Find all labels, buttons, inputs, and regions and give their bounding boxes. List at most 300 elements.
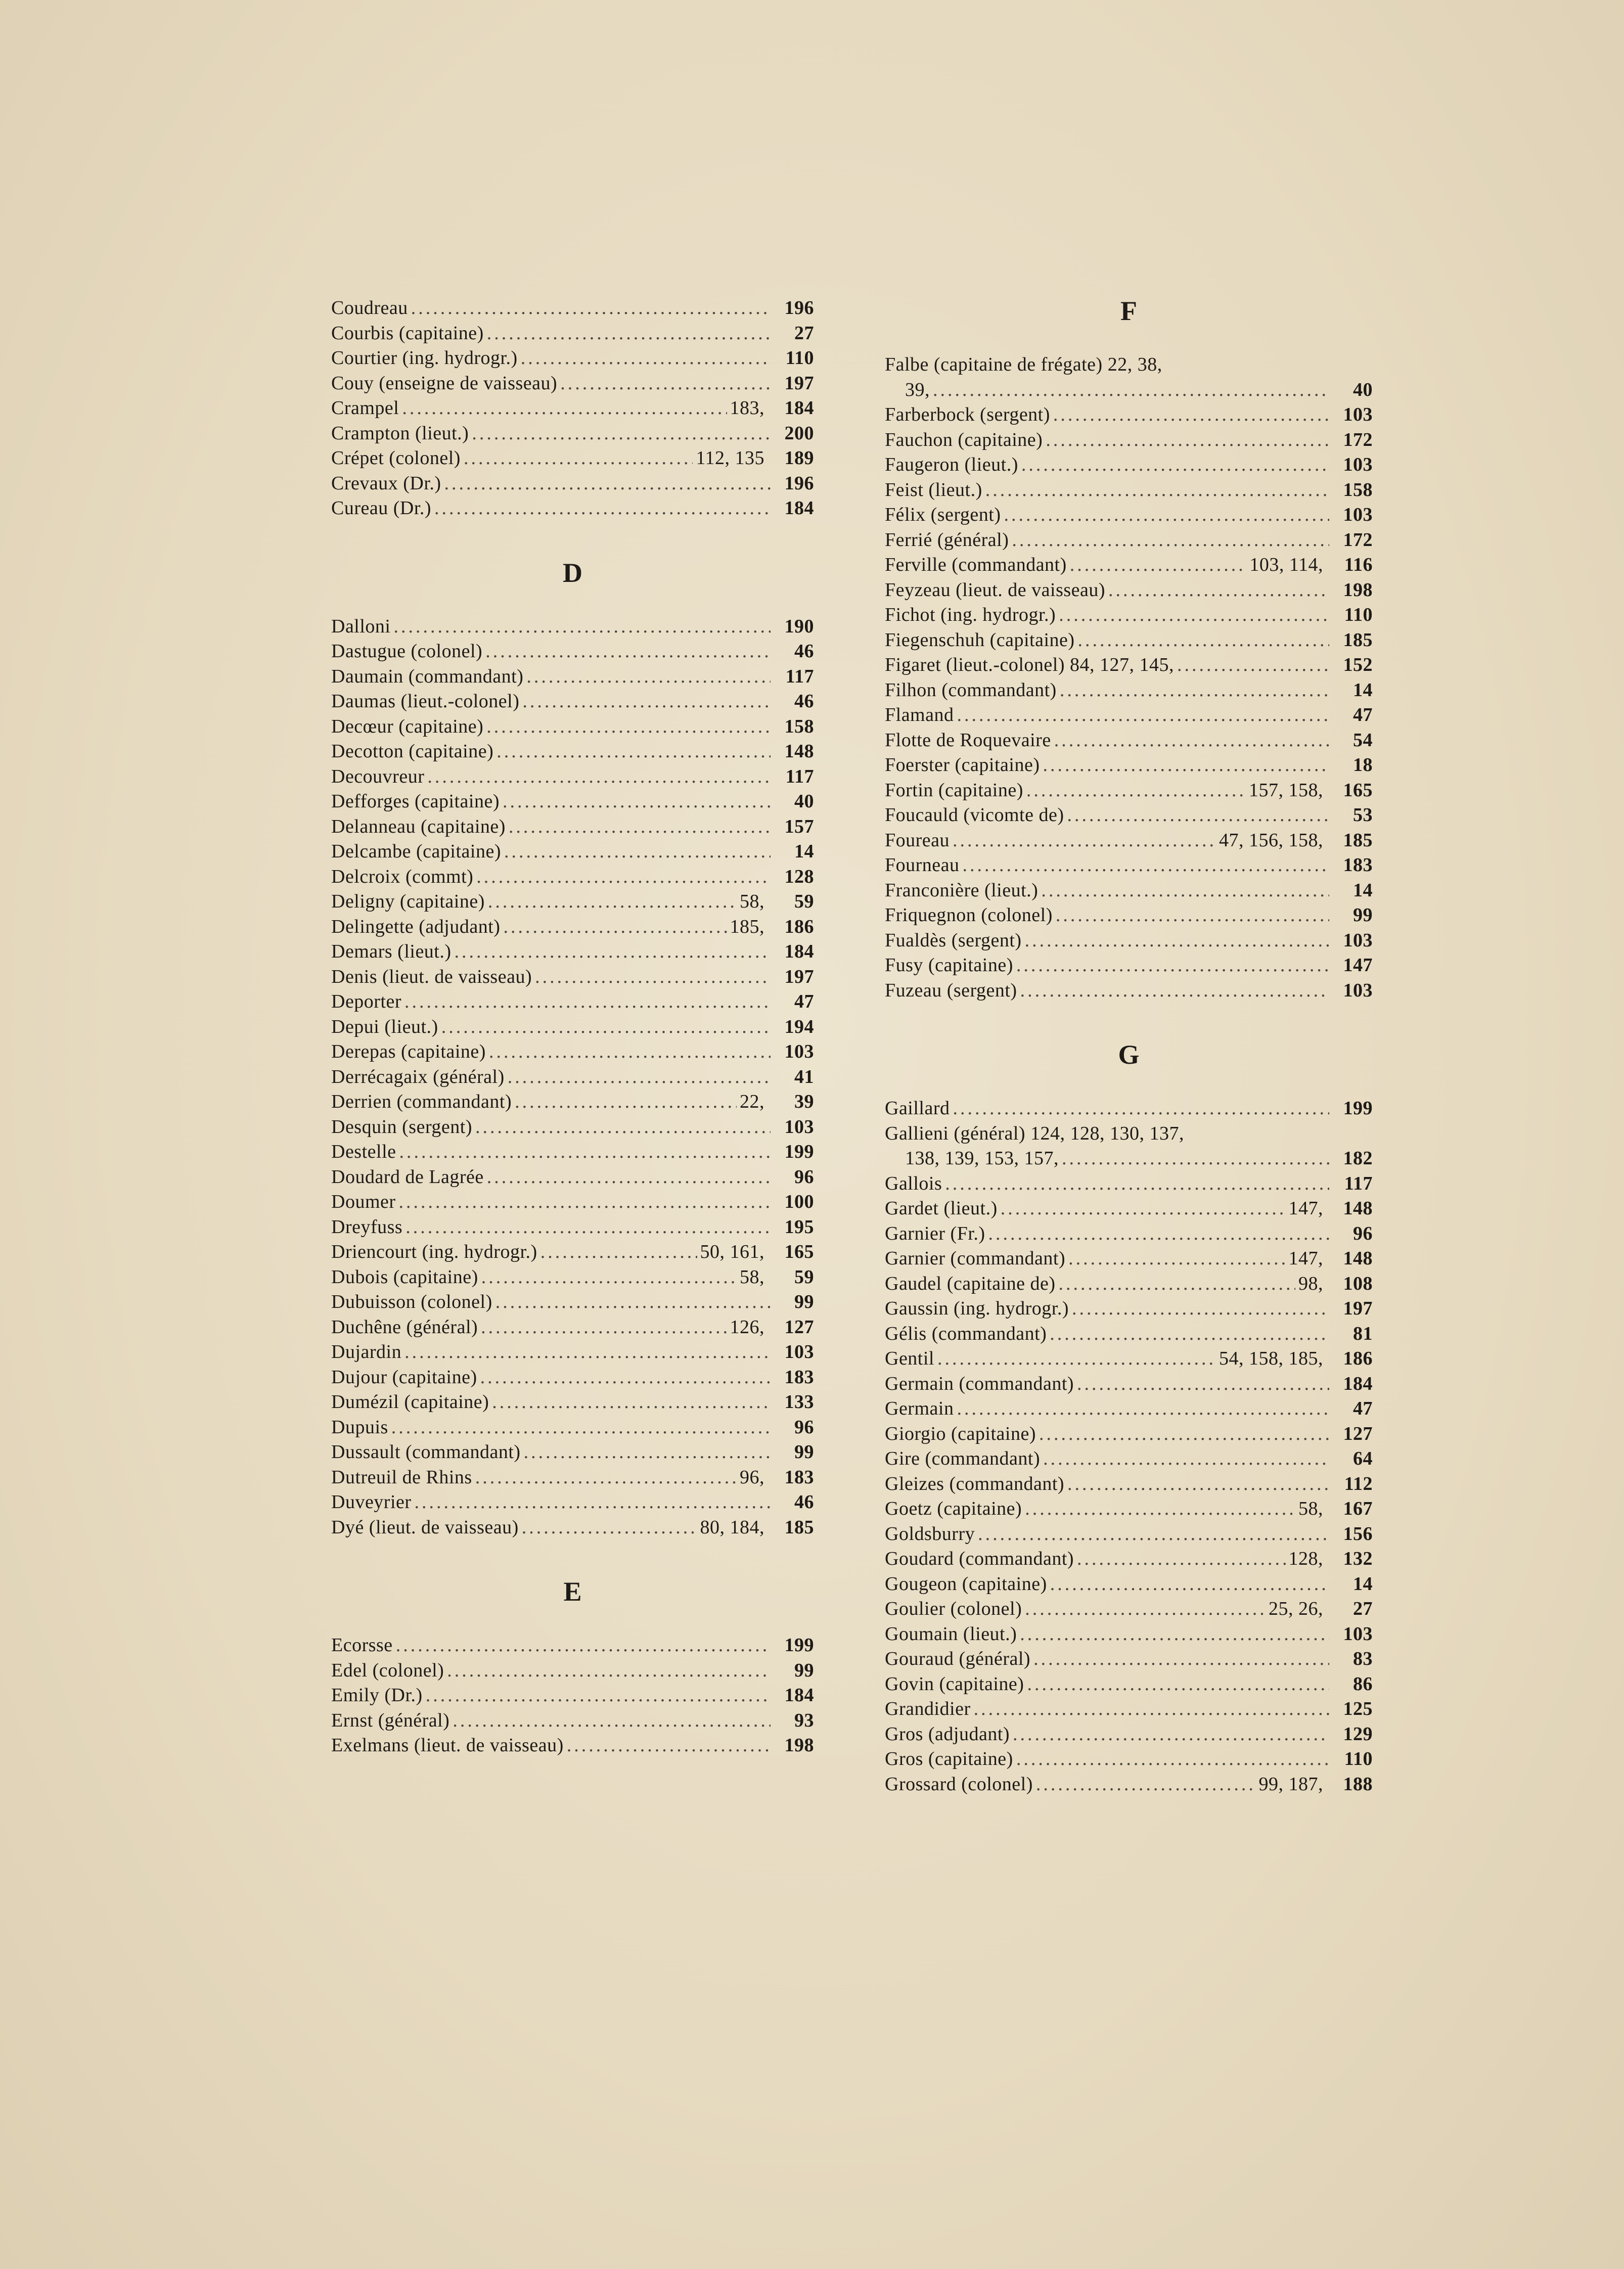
index-entry bbox=[331, 1190, 814, 1215]
entry-name: Dussault (commandant) bbox=[331, 1441, 521, 1463]
entry-name: Germain bbox=[885, 1398, 954, 1419]
entry-other-pages: 98, bbox=[1298, 1273, 1323, 1294]
dot-leader bbox=[1059, 603, 1329, 628]
entry-name: Goulier (colonel) bbox=[885, 1598, 1022, 1619]
dot-leader bbox=[1067, 1472, 1329, 1497]
dot-leader bbox=[526, 664, 771, 690]
index-entry bbox=[331, 1240, 814, 1265]
entry-name: Coudreau bbox=[331, 297, 408, 319]
entry-page: 199 bbox=[784, 1141, 814, 1162]
dot-leader bbox=[567, 1733, 771, 1758]
entry-page: 103 bbox=[1343, 929, 1373, 951]
entry-name: Falbe (capitaine de frégate) 22, 38, bbox=[885, 354, 1162, 375]
entry-page: 99 bbox=[1353, 904, 1373, 926]
entry-name: Dujour (capitaine) bbox=[331, 1366, 477, 1388]
dot-leader bbox=[1041, 878, 1329, 903]
entry-name: Friquegnon (colonel) bbox=[885, 904, 1053, 926]
index-entry bbox=[331, 1683, 814, 1708]
entry-name: Garnier (Fr.) bbox=[885, 1222, 985, 1244]
index-entry bbox=[885, 428, 1373, 453]
entry-name: Decouvreur bbox=[331, 765, 425, 787]
entry-page: 129 bbox=[1343, 1723, 1373, 1745]
index-entry bbox=[885, 928, 1373, 954]
entry-name: Duveyrier bbox=[331, 1491, 412, 1513]
index-entry bbox=[331, 1115, 814, 1140]
entry-name: Derrécagaix (général) bbox=[331, 1066, 505, 1087]
entry-name: Fualdès (sergent) bbox=[885, 929, 1022, 951]
dot-leader bbox=[472, 421, 771, 446]
dot-leader bbox=[515, 1090, 737, 1115]
entry-other-pages: 103, 114, bbox=[1249, 554, 1323, 575]
entry-name: Derepas (capitaine) bbox=[331, 1041, 486, 1062]
index-entry bbox=[885, 503, 1373, 528]
entry-page: 148 bbox=[1343, 1198, 1373, 1219]
entry-name: Edel (colonel) bbox=[331, 1659, 444, 1681]
entry-page: 157 bbox=[784, 815, 814, 837]
index-entry bbox=[885, 778, 1373, 803]
dot-leader bbox=[485, 639, 771, 664]
entry-other-pages: 22, bbox=[740, 1091, 764, 1112]
entry-page: 195 bbox=[784, 1216, 814, 1238]
index-entry bbox=[885, 678, 1373, 703]
dot-leader bbox=[1072, 1296, 1329, 1322]
entry-page: 186 bbox=[784, 916, 814, 937]
index-entry bbox=[885, 653, 1373, 678]
entry-page: 197 bbox=[784, 372, 814, 394]
entry-other-pages: 183, bbox=[730, 397, 764, 419]
dot-leader bbox=[985, 478, 1329, 503]
index-column-left bbox=[331, 296, 814, 1758]
entry-page: 27 bbox=[794, 322, 814, 344]
dot-leader bbox=[404, 989, 771, 1015]
dot-leader bbox=[504, 839, 771, 865]
entry-page: 39 bbox=[794, 1091, 814, 1112]
entry-page: 128 bbox=[784, 866, 814, 887]
entry-name: Crevaux (Dr.) bbox=[331, 472, 441, 494]
entry-page: 110 bbox=[1344, 1748, 1373, 1769]
index-entry bbox=[885, 878, 1373, 903]
dot-leader bbox=[1062, 1146, 1329, 1171]
index-entry bbox=[885, 1171, 1373, 1197]
entry-name: Fortin (capitaine) bbox=[885, 779, 1023, 801]
entry-page: 196 bbox=[784, 297, 814, 319]
dot-leader bbox=[486, 714, 771, 740]
entry-name: Deligny (capitaine) bbox=[331, 891, 485, 912]
index-entry bbox=[331, 1633, 814, 1658]
entry-name: Crépet (colonel) bbox=[331, 447, 461, 469]
entry-page: 183 bbox=[784, 1366, 814, 1388]
dot-leader bbox=[1021, 452, 1329, 478]
entry-page: 103 bbox=[784, 1041, 814, 1062]
dot-leader bbox=[1060, 678, 1329, 703]
entry-page: 148 bbox=[1343, 1248, 1373, 1269]
dot-leader bbox=[1033, 1647, 1329, 1672]
entry-name: Flamand bbox=[885, 704, 954, 725]
index-entry bbox=[331, 989, 814, 1015]
entry-name: Faugeron (lieut.) bbox=[885, 454, 1018, 475]
entry-page: 59 bbox=[794, 891, 814, 912]
entry-page: 148 bbox=[784, 741, 814, 762]
entry-page: 100 bbox=[784, 1191, 814, 1212]
index-entry bbox=[885, 978, 1373, 1004]
dot-leader bbox=[492, 1390, 771, 1415]
dot-leader bbox=[1059, 1272, 1295, 1297]
index-entry bbox=[885, 1246, 1373, 1272]
entry-page: 40 bbox=[794, 791, 814, 812]
index-entry bbox=[331, 471, 814, 496]
index-entry bbox=[885, 903, 1373, 928]
entry-name: Dyé (lieut. de vaisseau) bbox=[331, 1516, 519, 1538]
dot-leader bbox=[1025, 928, 1329, 954]
index-entry bbox=[331, 1090, 814, 1115]
index-entry bbox=[331, 446, 814, 471]
entry-continuation: 39, bbox=[905, 379, 930, 400]
dot-leader bbox=[476, 865, 771, 890]
entry-page: 96 bbox=[1353, 1222, 1373, 1244]
index-entry bbox=[885, 1372, 1373, 1397]
entry-page: 112 bbox=[1344, 1473, 1373, 1494]
entry-name: Gros (adjudant) bbox=[885, 1723, 1010, 1745]
entry-page: 188 bbox=[1343, 1773, 1373, 1795]
dot-leader bbox=[497, 739, 771, 764]
dot-leader bbox=[487, 1165, 771, 1190]
index-entry bbox=[885, 603, 1373, 628]
entry-other-pages: 47, 156, 158, bbox=[1219, 829, 1323, 851]
entry-name: Ferville (commandant) bbox=[885, 554, 1067, 575]
dot-leader bbox=[1004, 503, 1329, 528]
entry-name: Crampel bbox=[331, 397, 399, 419]
index-entry bbox=[331, 1165, 814, 1190]
entry-name: Dubuisson (colonel) bbox=[331, 1291, 492, 1312]
index-entry bbox=[331, 1390, 814, 1415]
entry-page: 183 bbox=[784, 1466, 814, 1488]
entry-page: 158 bbox=[1343, 479, 1373, 501]
entry-page: 199 bbox=[1343, 1098, 1373, 1119]
entry-name: Exelmans (lieut. de vaisseau) bbox=[331, 1735, 564, 1756]
dot-leader bbox=[1013, 1722, 1329, 1747]
index-entry bbox=[331, 1708, 814, 1734]
entry-other-pages: 96, bbox=[740, 1466, 764, 1488]
dot-leader bbox=[453, 1708, 771, 1734]
entry-name: Fiegenschuh (capitaine) bbox=[885, 629, 1075, 651]
index-entry bbox=[331, 1733, 814, 1758]
entry-page: 158 bbox=[784, 715, 814, 737]
dot-leader bbox=[434, 496, 771, 521]
entry-name: Fuzeau (sergent) bbox=[885, 979, 1017, 1001]
index-entry bbox=[331, 689, 814, 714]
dot-leader bbox=[402, 396, 727, 421]
index-entry bbox=[885, 728, 1373, 753]
entry-page: 133 bbox=[784, 1391, 814, 1413]
entry-name: Fusy (capitaine) bbox=[885, 955, 1013, 976]
dot-leader bbox=[488, 889, 737, 915]
index-entry bbox=[885, 828, 1373, 853]
index-entry bbox=[885, 352, 1373, 378]
entry-name: Daumain (commandant) bbox=[331, 665, 524, 687]
entry-page: 108 bbox=[1343, 1273, 1373, 1294]
entry-page: 167 bbox=[1343, 1498, 1373, 1519]
entry-name: Govin (capitaine) bbox=[885, 1673, 1024, 1695]
index-entry bbox=[885, 1722, 1373, 1747]
entry-continuation: 138, 139, 153, 157, bbox=[905, 1148, 1059, 1169]
index-entry bbox=[885, 1422, 1373, 1447]
dot-leader bbox=[1077, 1372, 1329, 1397]
dot-leader bbox=[415, 1490, 771, 1515]
dot-leader bbox=[933, 378, 1329, 403]
index-entry bbox=[885, 1096, 1373, 1121]
entry-page: 189 bbox=[784, 447, 814, 469]
entry-name: Filhon (commandant) bbox=[885, 679, 1057, 701]
entry-page: 18 bbox=[1353, 754, 1373, 776]
entry-page: 54 bbox=[1353, 729, 1373, 751]
dot-leader bbox=[1020, 1622, 1329, 1647]
index-entry bbox=[331, 1490, 814, 1515]
entry-name: Driencourt (ing. hydrogr.) bbox=[331, 1241, 537, 1262]
index-entry bbox=[885, 1547, 1373, 1572]
entry-name: Figaret (lieut.-colonel) 84, 127, 145, bbox=[885, 654, 1174, 675]
index-entry-continuation bbox=[885, 378, 1373, 403]
index-entry bbox=[331, 1290, 814, 1315]
entry-name: Goumain (lieut.) bbox=[885, 1623, 1017, 1645]
entry-page: 53 bbox=[1353, 804, 1373, 826]
entry-page: 99 bbox=[794, 1291, 814, 1312]
entry-page: 125 bbox=[1343, 1698, 1373, 1719]
entry-page: 103 bbox=[1343, 979, 1373, 1001]
entry-page: 127 bbox=[1343, 1423, 1373, 1444]
index-entry bbox=[885, 953, 1373, 978]
entry-name: Garnier (commandant) bbox=[885, 1248, 1066, 1269]
entry-other-pages: 147, bbox=[1288, 1248, 1323, 1269]
index-entry bbox=[331, 839, 814, 865]
index-entry bbox=[331, 865, 814, 890]
dot-leader bbox=[522, 689, 771, 714]
entry-name: Feist (lieut.) bbox=[885, 479, 982, 501]
entry-page: 14 bbox=[794, 841, 814, 862]
dot-leader bbox=[475, 1115, 771, 1140]
entry-name: Franconière (lieut.) bbox=[885, 879, 1039, 901]
index-entry bbox=[331, 421, 814, 446]
entry-page: 184 bbox=[784, 1685, 814, 1706]
index-entry bbox=[331, 614, 814, 640]
dot-leader bbox=[1056, 903, 1329, 928]
entry-page: 41 bbox=[794, 1066, 814, 1087]
dot-leader bbox=[411, 296, 771, 321]
entry-page: 93 bbox=[794, 1709, 814, 1731]
entry-page: 86 bbox=[1353, 1673, 1373, 1695]
dot-leader bbox=[937, 1346, 1216, 1372]
index-entry bbox=[331, 739, 814, 764]
index-entry bbox=[885, 1697, 1373, 1722]
entry-name: Félix (sergent) bbox=[885, 504, 1001, 525]
entry-name: Courbis (capitaine) bbox=[331, 322, 484, 344]
dot-leader bbox=[481, 1265, 737, 1290]
entry-name: Couy (enseigne de vaisseau) bbox=[331, 372, 558, 394]
dot-leader bbox=[1026, 778, 1246, 803]
index-entry bbox=[885, 1747, 1373, 1772]
dot-leader bbox=[522, 1515, 697, 1540]
entry-other-pages: 54, 158, 185, bbox=[1219, 1348, 1323, 1369]
entry-name: Foucauld (vicomte de) bbox=[885, 804, 1064, 826]
index-entry bbox=[331, 1140, 814, 1165]
entry-name: Doudard de Lagrée bbox=[331, 1166, 484, 1188]
dot-leader bbox=[1078, 628, 1329, 653]
entry-name: Fichot (ing. hydrogr.) bbox=[885, 604, 1056, 625]
index-entry bbox=[331, 321, 814, 346]
entry-name: Foureau bbox=[885, 829, 950, 851]
entry-name: Grossard (colonel) bbox=[885, 1773, 1033, 1795]
dot-leader bbox=[945, 1171, 1329, 1197]
index-entry bbox=[885, 578, 1373, 603]
index-entry bbox=[331, 296, 814, 321]
entry-page: 165 bbox=[1343, 779, 1373, 801]
dot-leader bbox=[957, 1396, 1329, 1422]
index-entry bbox=[885, 1322, 1373, 1347]
entry-name: Daumas (lieut.-colonel) bbox=[331, 691, 520, 712]
entry-page: 132 bbox=[1343, 1548, 1373, 1569]
entry-page: 147 bbox=[1343, 955, 1373, 976]
dot-leader bbox=[508, 1065, 771, 1090]
entry-other-pages: 80, 184, bbox=[700, 1516, 764, 1538]
index-entry bbox=[331, 789, 814, 814]
dot-leader bbox=[988, 1221, 1329, 1247]
index-entry bbox=[885, 1472, 1373, 1497]
entry-name: Ecorsse bbox=[331, 1635, 393, 1656]
entry-name: Dumézil (capitaine) bbox=[331, 1391, 489, 1413]
section-letter: F bbox=[1120, 296, 1137, 326]
entry-page: 47 bbox=[1353, 704, 1373, 725]
entry-page: 103 bbox=[1343, 504, 1373, 525]
index-entry bbox=[331, 939, 814, 965]
dot-leader bbox=[487, 321, 771, 346]
entry-name: Deporter bbox=[331, 991, 402, 1012]
entry-name: Gros (capitaine) bbox=[885, 1748, 1013, 1769]
entry-name: Derrien (commandant) bbox=[331, 1091, 512, 1112]
index-entry bbox=[331, 371, 814, 396]
entry-name: Flotte de Roquevaire bbox=[885, 729, 1051, 751]
entry-other-pages: 147, bbox=[1288, 1198, 1323, 1219]
entry-page: 103 bbox=[1343, 404, 1373, 425]
entry-other-pages: 185, bbox=[730, 916, 764, 937]
index-entry bbox=[331, 496, 814, 521]
index-entry bbox=[885, 1196, 1373, 1221]
entry-name: Gouraud (général) bbox=[885, 1648, 1031, 1669]
dot-leader bbox=[1050, 1572, 1329, 1597]
index-entry-continuation bbox=[885, 1146, 1373, 1171]
entry-name: Gaussin (ing. hydrogr.) bbox=[885, 1298, 1069, 1319]
entry-page: 172 bbox=[1343, 429, 1373, 450]
entry-name: Defforges (capitaine) bbox=[331, 791, 500, 812]
index-entry bbox=[331, 1340, 814, 1365]
index-entry bbox=[885, 553, 1373, 578]
entry-page: 110 bbox=[785, 347, 814, 369]
entry-name: Ferrié (général) bbox=[885, 529, 1009, 551]
index-entry bbox=[885, 1522, 1373, 1547]
entry-name: Germain (commandant) bbox=[885, 1373, 1074, 1394]
index-entry bbox=[885, 452, 1373, 478]
dot-leader bbox=[1070, 553, 1247, 578]
entry-name: Goetz (capitaine) bbox=[885, 1498, 1022, 1519]
dot-leader bbox=[1027, 1672, 1329, 1697]
entry-name: Decotton (capitaine) bbox=[331, 741, 494, 762]
entry-name: Decœur (capitaine) bbox=[331, 715, 484, 737]
entry-name: Gaudel (capitaine de) bbox=[885, 1273, 1056, 1294]
entry-other-pages: 112, 135 bbox=[696, 447, 764, 469]
dot-leader bbox=[427, 764, 771, 790]
entry-page: 27 bbox=[1353, 1598, 1373, 1619]
index-entry bbox=[885, 1272, 1373, 1297]
entry-name: Delingette (adjudant) bbox=[331, 916, 501, 937]
entry-other-pages: 25, 26, bbox=[1269, 1598, 1323, 1619]
entry-page: 184 bbox=[784, 497, 814, 519]
index-entry bbox=[331, 1215, 814, 1240]
index-entry bbox=[885, 753, 1373, 778]
entry-page: 184 bbox=[1343, 1373, 1373, 1394]
index-entry bbox=[885, 703, 1373, 728]
dot-leader bbox=[1012, 528, 1329, 553]
entry-page: 196 bbox=[784, 472, 814, 494]
entry-name: Depui (lieut.) bbox=[331, 1016, 438, 1037]
entry-name: Delcambe (capitaine) bbox=[331, 841, 501, 862]
entry-name: Foerster (capitaine) bbox=[885, 754, 1040, 776]
index-entry bbox=[331, 1265, 814, 1290]
index-entry bbox=[885, 1496, 1373, 1522]
dot-leader bbox=[391, 1415, 771, 1440]
entry-page: 197 bbox=[784, 966, 814, 987]
entry-page: 183 bbox=[1343, 854, 1373, 876]
index-entry bbox=[331, 639, 814, 664]
dot-leader bbox=[1046, 428, 1329, 453]
entry-name: Cureau (Dr.) bbox=[331, 497, 432, 519]
dot-leader bbox=[396, 1633, 771, 1658]
index-entry bbox=[331, 889, 814, 915]
entry-name: Gallois bbox=[885, 1172, 942, 1194]
entry-page: 103 bbox=[784, 1116, 814, 1138]
index-entry bbox=[331, 714, 814, 740]
entry-name: Giorgio (capitaine) bbox=[885, 1423, 1036, 1444]
entry-name: Dreyfuss bbox=[331, 1216, 403, 1238]
entry-page: 185 bbox=[1343, 629, 1373, 651]
index-entry bbox=[331, 1515, 814, 1540]
index-entry bbox=[331, 396, 814, 421]
entry-name: Dutreuil de Rhins bbox=[331, 1466, 472, 1488]
dot-leader bbox=[1108, 578, 1329, 603]
entry-name: Gire (commandant) bbox=[885, 1448, 1041, 1469]
dot-leader bbox=[1036, 1772, 1256, 1797]
index-entry bbox=[331, 1039, 814, 1065]
dot-leader bbox=[1053, 402, 1329, 428]
entry-page: 198 bbox=[1343, 579, 1373, 601]
entry-name: Gélis (commandant) bbox=[885, 1323, 1047, 1344]
index-entry bbox=[331, 346, 814, 371]
dot-leader bbox=[974, 1697, 1329, 1722]
entry-name: Gleizes (commandant) bbox=[885, 1473, 1065, 1494]
entry-page: 197 bbox=[1343, 1298, 1373, 1319]
dot-leader bbox=[524, 1440, 771, 1465]
dot-leader bbox=[481, 1315, 727, 1340]
entry-page: 99 bbox=[794, 1441, 814, 1463]
entry-other-pages: 128, bbox=[1288, 1548, 1323, 1569]
dot-leader bbox=[475, 1465, 737, 1490]
entry-page: 14 bbox=[1353, 1573, 1373, 1595]
index-entry bbox=[885, 1572, 1373, 1597]
entry-page: 185 bbox=[784, 1516, 814, 1538]
index-entry bbox=[331, 965, 814, 990]
dot-leader bbox=[393, 614, 771, 640]
dot-leader bbox=[480, 1365, 771, 1390]
entry-name: Gaillard bbox=[885, 1098, 950, 1119]
entry-other-pages: 50, 161, bbox=[700, 1241, 764, 1262]
dot-leader bbox=[509, 814, 771, 840]
